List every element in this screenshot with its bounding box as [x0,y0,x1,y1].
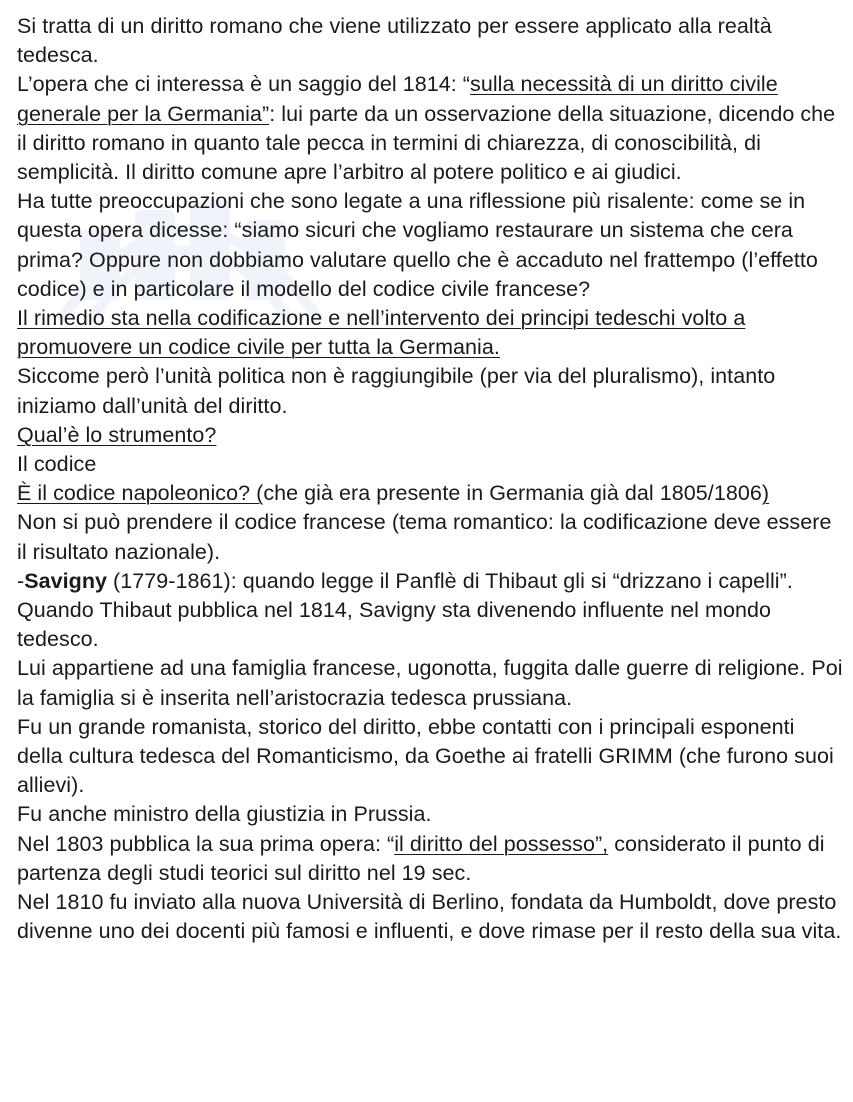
paragraph-9: Non si può prendere il codice francese (tema romantico: la codificazione deve essere il risultato nazionale). [17,510,832,564]
paragraph-8-text: che già era presente in Germania già dal 1805/1806 [263,481,762,506]
paragraph-8-closing-paren: ) [761,481,770,506]
paragraph-6-question [17,421,845,450]
paragraph-10-text: (1779-1861): quando legge il Panflè di Thibaut gli si “drizzano i capelli”. Quando Thibaut pubblica nel 1814, Savigny sta divenendo influente nel mondo tedesco. [17,568,793,652]
paragraph-13: Fu anche ministro della giustizia in Prussia. [17,802,432,827]
paragraph-2-text-b: : lui parte da un osservazione della situazione, dicendo che il diritto romano in quanto tale pecca in termini di chiarezza, di conoscibilità, di semplicità. Il diritto comune apre l’arbitro al potere politico e ai giudici. [17,101,836,185]
paragraph-14 [17,830,845,888]
paragraph-1: Si tratta di un diritto romano che viene utilizzato per essere applicato alla realtà tedesca. [17,14,772,68]
paragraph-14-book-title: il diritto del possesso”, [394,831,609,856]
paragraph-8 [17,479,845,508]
paragraph-12: Fu un grande romanista, storico del diritto, ebbe contatti con i principali esponenti della cultura tedesca del Romanticismo, da Goethe ai fratelli GRIMM (che furono suoi allievi). [17,714,834,798]
paragraph-14-text-b: considerato il punto di partenza degli studi teorici sul diritto nel 19 sec. [17,831,825,885]
paragraph-10-dash: - [17,568,25,593]
paragraph-7: Il codice [17,452,97,477]
paragraph-15: Nel 1810 fu inviato alla nuova Università di Berlino, fondata da Humboldt, dove presto divenne uno dei docenti più famosi e influenti, e dove rimase per il resto della sua vita. [17,890,842,944]
paragraph-11: Lui appartiene ad una famiglia francese, ugonotta, fuggita dalle guerre di religione. Poi la famiglia si è inserita nell’aristocrazia tedesca prussiana. [17,656,843,710]
savigny-name: Savigny [24,568,108,593]
paragraph-14-text-a: Nel 1803 pubblica la sua prima opera: “ [17,831,395,856]
paragraph-2-text-a: L’opera che ci interessa è un saggio del 1814: “ [17,72,471,97]
paragraph-3: Ha tutte preoccupazioni che sono legate a una riflessione più risalente: come se in questa opera dicesse: “siamo sicuri che vogliamo restaurare un sistema che cera prima? Oppure non dobbiamo valutare quello che è accaduto nel frattempo (l’effetto codice) e in particolare il modello del codice civile francese? [17,189,818,301]
paragraph-8-question: È il codice napoleonico? ( [17,481,264,506]
question-text: Qual’è lo strumento? [17,422,217,447]
paragraph-4-remedy: Il rimedio sta nella codificazione e nell’intervento dei principi tedeschi volto a promuovere un codice civile per tutta la Germania. [17,306,746,360]
paragraph-2 [17,70,845,187]
paragraph-10-savigny [17,567,845,655]
paragraph-5: Siccome però l’unità politica non è raggiungibile (per via del pluralismo), intanto iniziamo dall’unità del diritto. [17,364,776,418]
paragraph-2-book-title: sulla necessità di un diritto civile generale per la Germania” [17,72,778,126]
document-body [17,12,845,947]
